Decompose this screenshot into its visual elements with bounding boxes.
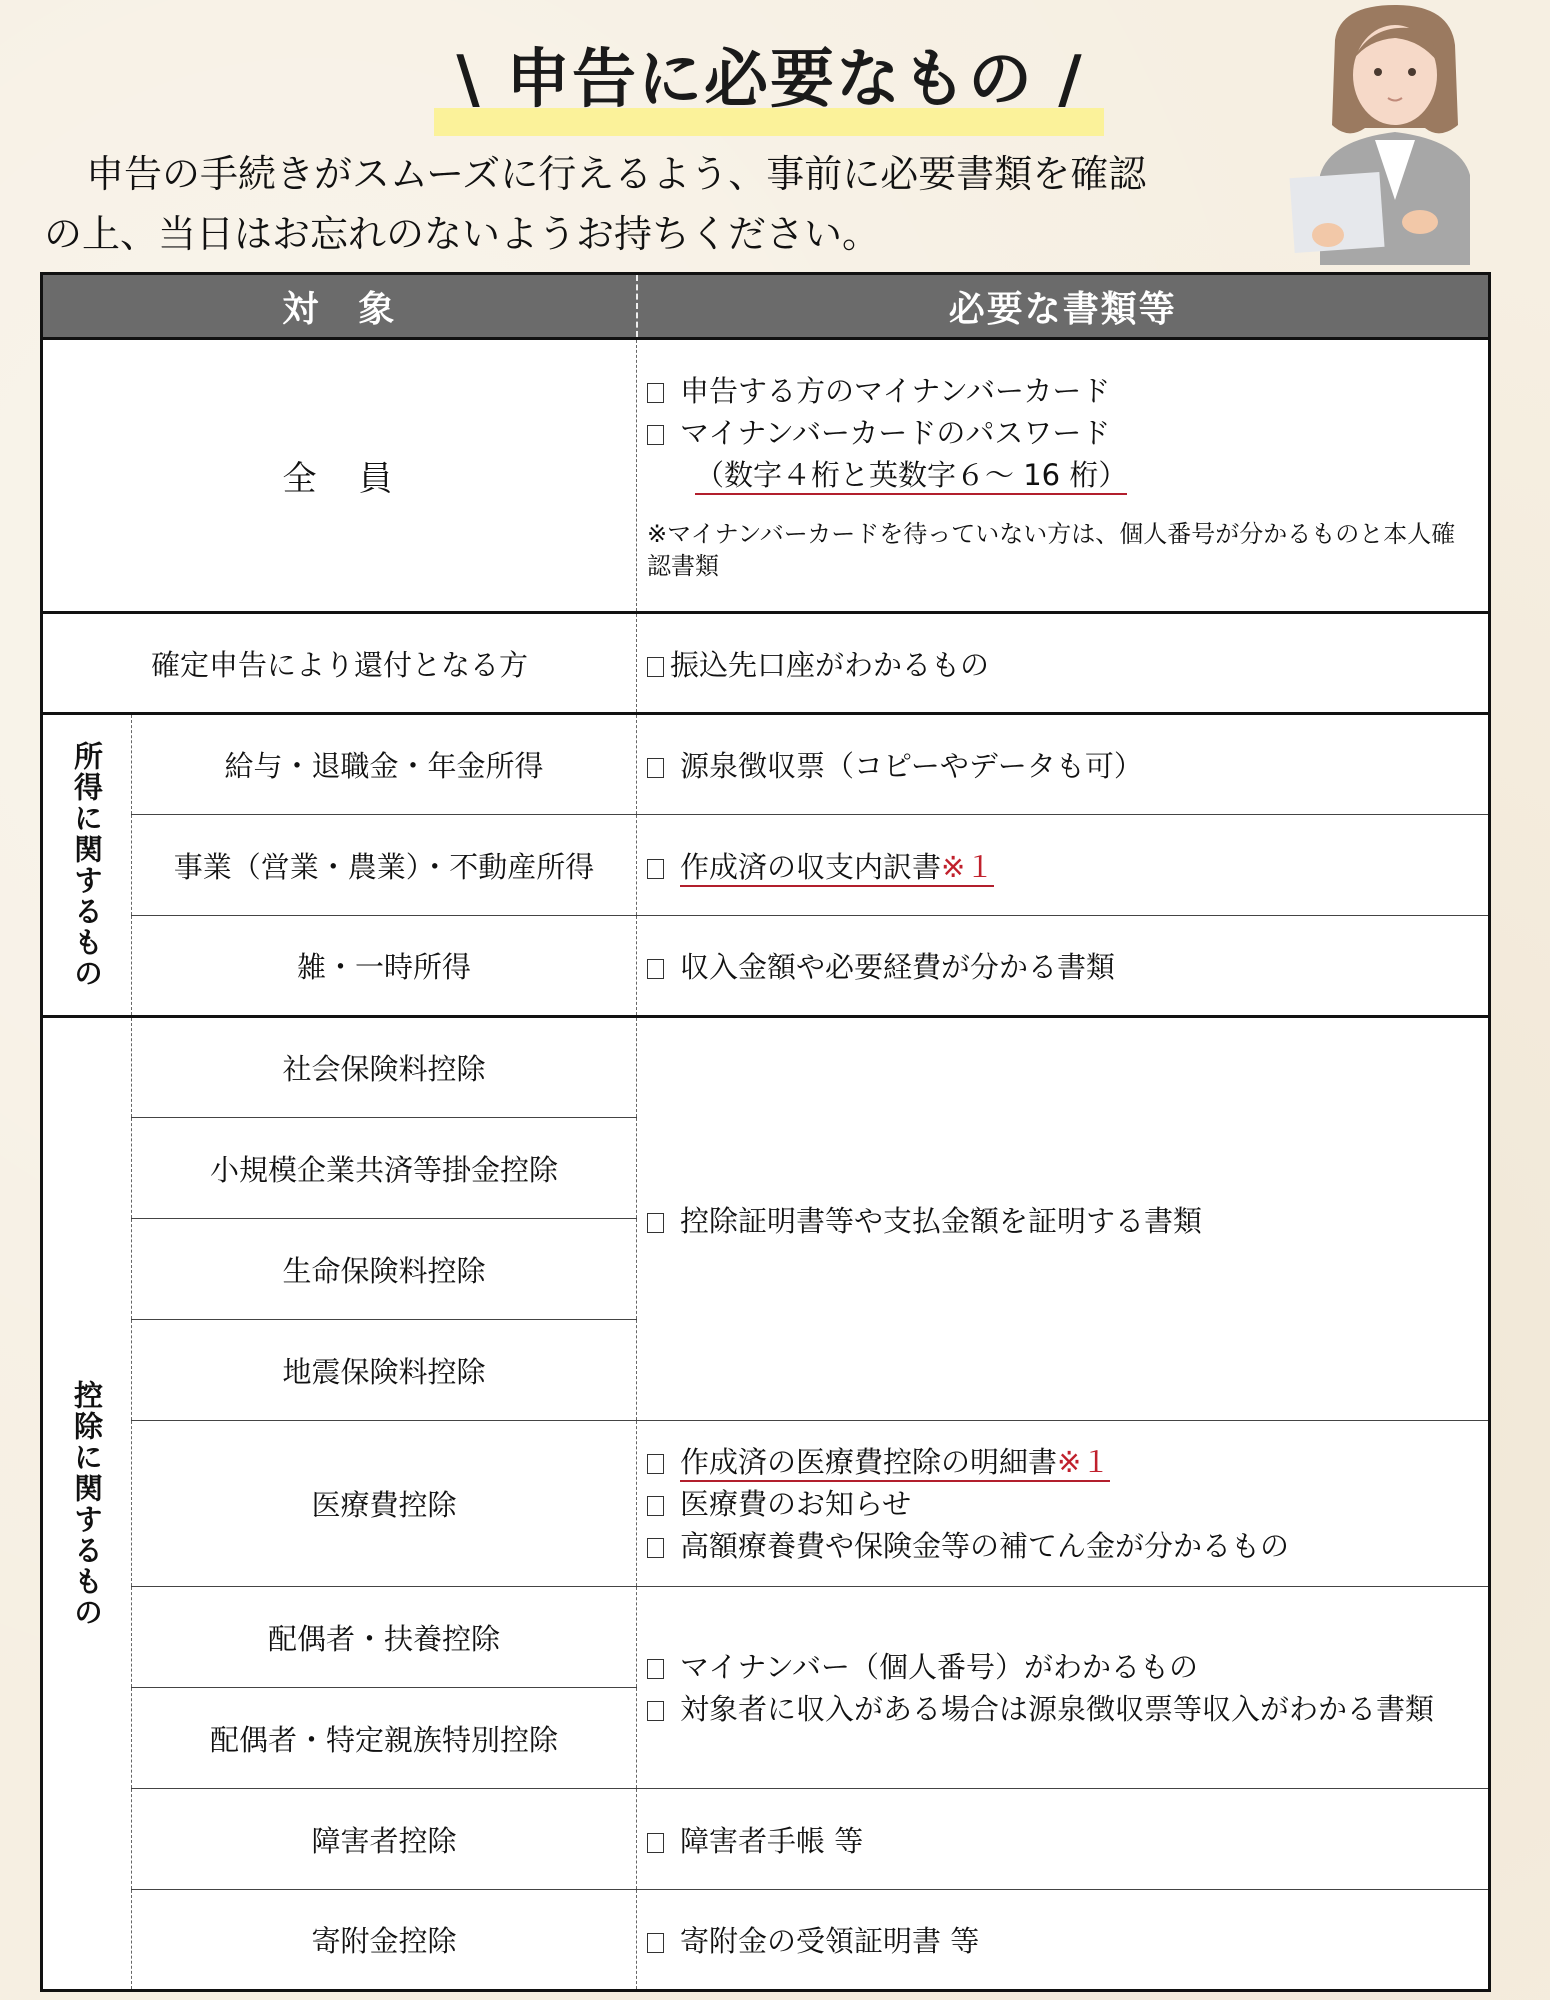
row-deduction-social (42, 1017, 1490, 1118)
row-deduction-disability (42, 1789, 1490, 1890)
row-all (42, 339, 1490, 613)
target-cell: 地震保険料控除 (132, 1320, 637, 1421)
checkbox-icon (647, 859, 664, 879)
checkbox-icon (647, 1701, 664, 1721)
checkbox-icon (647, 1538, 664, 1558)
target-cell: 障害者控除 (132, 1789, 637, 1890)
row-refund (42, 613, 1490, 714)
woman-illustration-icon (1280, 0, 1510, 265)
row-deduction-spouse-dependent (42, 1587, 1490, 1688)
checkbox-icon (647, 425, 664, 445)
checklist-item: 高額療養費や保険金等の補てん金が分かるもの (647, 1525, 1488, 1567)
target-cell: 雑・一時所得 (132, 916, 637, 1017)
checklist-item: 申告する方のマイナンバーカード (647, 370, 1488, 412)
row-deduction-medical (42, 1421, 1490, 1587)
checkbox-icon (647, 959, 664, 979)
checkbox-icon (647, 1454, 664, 1474)
intro-line-2: の上、当日はお忘れのないようお持ちください。 (44, 212, 881, 256)
target-cell: 寄附金控除 (132, 1890, 637, 1991)
checklist-item: マイナンバーカードのパスワード (647, 412, 1488, 454)
row-income-business (42, 815, 1490, 916)
target-cell: 事業（営業・農業）・不動産所得 (132, 815, 637, 916)
checkbox-icon (647, 657, 664, 677)
checkbox-icon (647, 1659, 664, 1679)
target-cell: 小規模企業共済等掛金控除 (132, 1118, 637, 1219)
docs-insurance: 控除証明書等や支払金額を証明する書類 (637, 1017, 1490, 1421)
docs-cell: 収入金額や必要経費が分かる書類 (637, 916, 1490, 1017)
intro-text (44, 144, 1264, 264)
row-income-salary (42, 714, 1490, 815)
target-refund: 確定申告により還付となる方 (42, 613, 637, 714)
page-title: \ 申告に必要なもの / (456, 43, 1084, 117)
docs-refund: 振込先口座がわかるもの (637, 613, 1490, 714)
footnote-mark: ※１ (1057, 1444, 1111, 1479)
target-cell: 生命保険料控除 (132, 1219, 637, 1320)
checkbox-icon (647, 1496, 664, 1516)
header-target: 対 象 (42, 274, 637, 339)
target-cell: 社会保険料控除 (132, 1017, 637, 1118)
group-deduction-label: 控除に関するもの (42, 1017, 132, 1991)
intro-line-1: 申告の手続きがスムーズに行えるよう、事前に必要書類を確認 (86, 152, 1147, 196)
checkbox-icon (647, 383, 664, 403)
target-cell: 配偶者・特定親族特別控除 (132, 1688, 637, 1789)
checkbox-icon (647, 1213, 664, 1233)
password-note: （数字４桁と英数字６～ 16 桁） (647, 454, 1488, 496)
footnote-mark: ※１ (941, 849, 995, 884)
target-all: 全 員 (42, 339, 637, 613)
checkbox-icon (647, 1933, 664, 1953)
checklist-item: マイナンバー（個人番号）がわかるもの (647, 1646, 1488, 1688)
docs-cell: 作成済の収支内訳書※１ (637, 815, 1490, 916)
header-docs: 必要な書類等 (637, 274, 1490, 339)
docs-medical (637, 1421, 1490, 1587)
checklist-item: 作成済の医療費控除の明細書※１ (647, 1441, 1488, 1483)
docs-cell: 寄附金の受領証明書 等 (637, 1890, 1490, 1991)
row-deduction-donation (42, 1890, 1490, 1991)
row-income-misc (42, 916, 1490, 1017)
checklist-item: 医療費のお知らせ (647, 1483, 1488, 1525)
group-income-label: 所得に関するもの (42, 714, 132, 1017)
checkbox-icon (647, 1833, 664, 1853)
checkbox-icon (647, 758, 664, 778)
docs-all (637, 339, 1490, 613)
docs-cell: 源泉徴収票（コピーやデータも可） (637, 714, 1490, 815)
docs-spouse (637, 1587, 1490, 1789)
required-documents-table (40, 272, 1491, 1992)
target-cell: 医療費控除 (132, 1421, 637, 1587)
docs-cell: 障害者手帳 等 (637, 1789, 1490, 1890)
mynumber-note: ※マイナンバーカードを待っていない方は、個人番号が分かるものと本人確認書類 (647, 519, 1456, 580)
title-block (430, 40, 1110, 135)
target-cell: 給与・退職金・年金所得 (132, 714, 637, 815)
target-cell: 配偶者・扶養控除 (132, 1587, 637, 1688)
checklist-item: 対象者に収入がある場合は源泉徴収票等収入がわかる書類 (647, 1688, 1488, 1730)
